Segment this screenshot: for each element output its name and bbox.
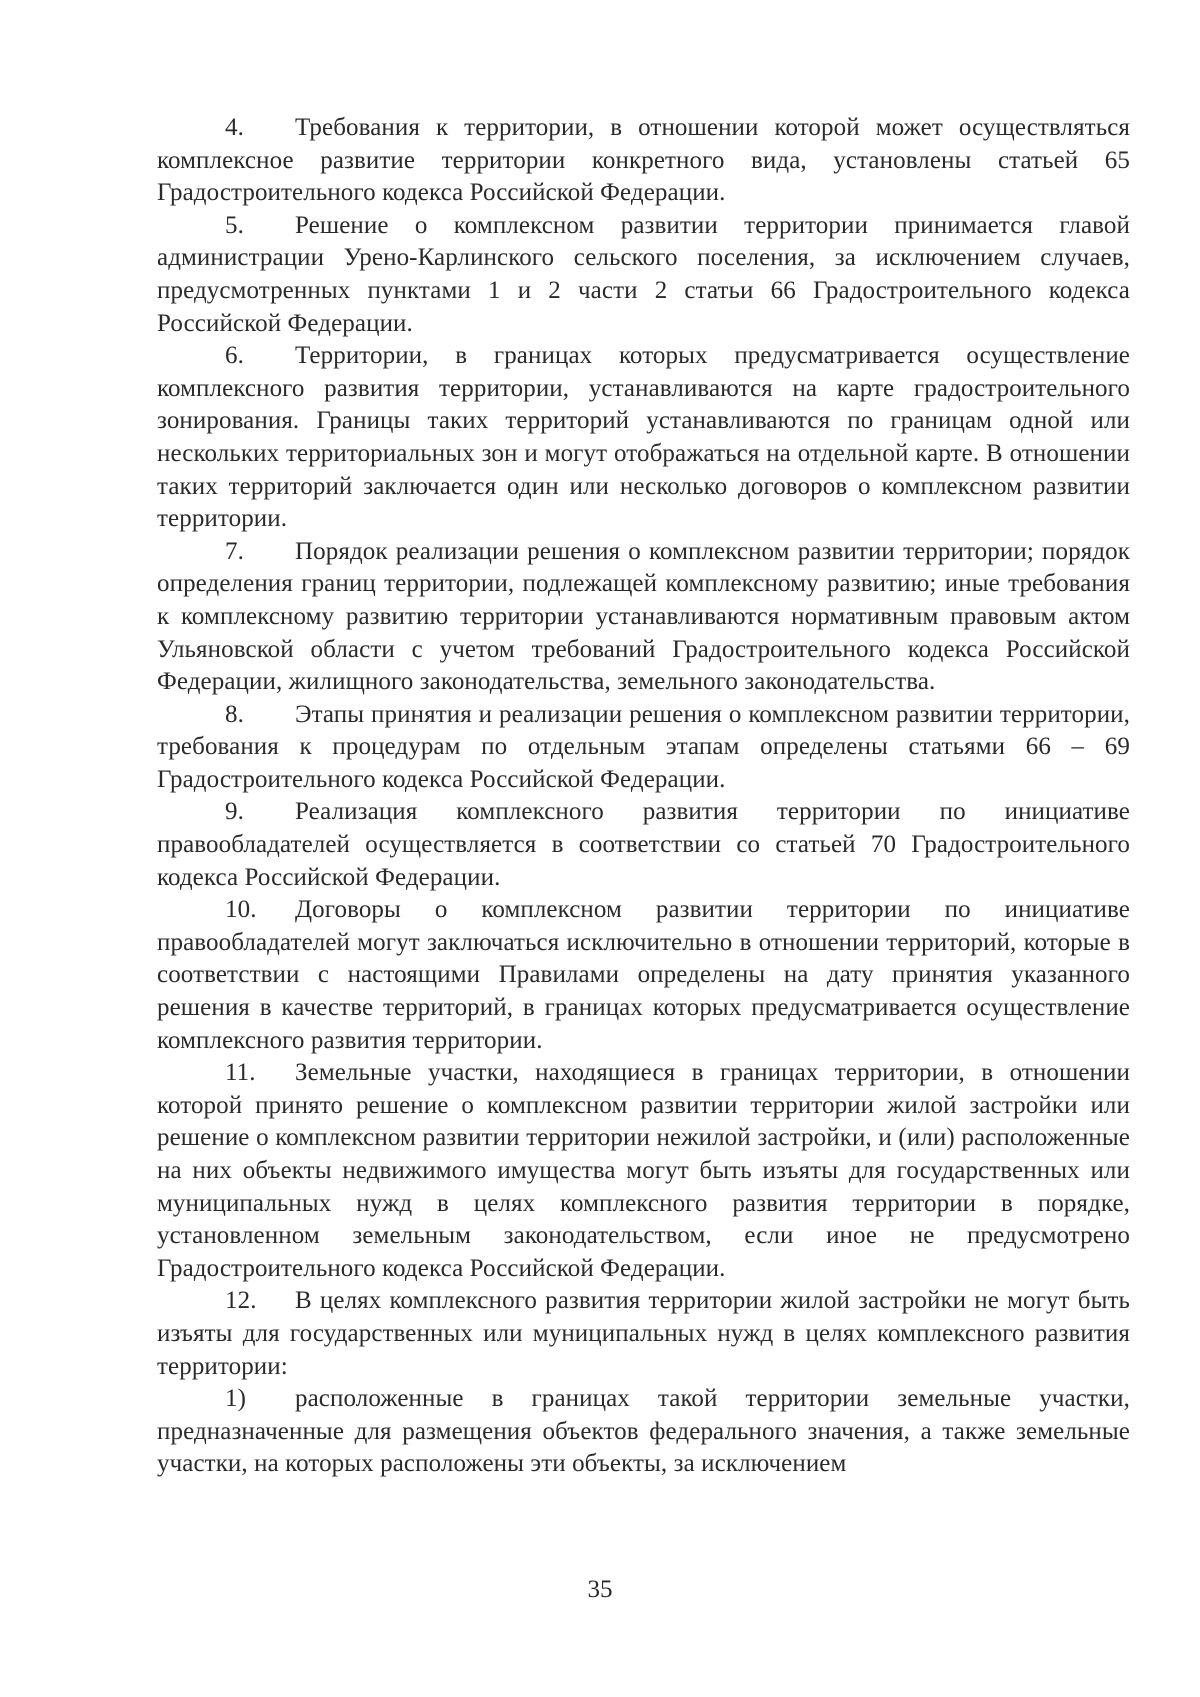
paragraph-text: Решение о комплексном развитии территории принимается главой администрации Урено-Карлинского сельского поселения, за исключением случаев, предусмотренных пунктами 1 и 2 части 2 статьи 66 Градостроительного кодекса Российской Федерации. [157, 211, 1130, 337]
paragraph-number: 11. [225, 1059, 256, 1087]
paragraph-9 [157, 796, 1130, 894]
paragraph-6 [157, 340, 1130, 536]
paragraph-number: 4. [225, 114, 244, 141]
paragraph-number: 8. [225, 700, 244, 728]
paragraph-12 [157, 1285, 1130, 1383]
paragraph-5 [157, 210, 1130, 340]
paragraph-11 [157, 1057, 1130, 1285]
paragraph-number: 9. [225, 798, 244, 826]
paragraph-10 [157, 894, 1130, 1057]
paragraph-8 [157, 699, 1130, 797]
paragraph-text: Территории, в границах которых предусматривается осуществление комплексного развития территории, устанавливаются на карте градостроительного зонирования. Границы таких территорий устанавливаются по границам одной или нескольких территориальных зон и могут отображаться на отдельной карте. В отношении таких территорий заключается один или несколько договоров о комплексном развитии территории. [157, 342, 1130, 533]
paragraph-text: Земельные участки, находящиеся в границах территории, в отношении которой принято решение о комплексном развитии территории жилой застройки или решение о комплексном развитии территории нежилой застройки, и (или) расположенные на них объекты недвижимого имущества могут быть изъяты для государственных или муниципальных нужд в целях комплексного развития территории в порядке, установленном земельным законодательством, если иное не предусмотрено Градостроительного кодекса Российской Федерации. [157, 1059, 1130, 1282]
paragraph-4 [157, 112, 1130, 210]
document-body [157, 112, 1130, 1481]
paragraph-text: Договоры о комплексном развитии территории по инициативе правообладателей могут заключаться исключительно в отношении территорий, которые в соответствии с настоящими Правилами определены на дату принятия указанного решения в качестве территорий, в границах которых предусматривается осуществление комплексного развития территории. [157, 896, 1130, 1054]
paragraph-number: 6. [225, 342, 244, 370]
subparagraph-1 [157, 1383, 1130, 1481]
paragraph-number: 7. [225, 537, 244, 565]
paragraph-number: 12. [225, 1287, 257, 1315]
paragraph-text: Требования к территории, в отношении которой может осуществляться комплексное развитие территории конкретного вида, установлены статьей 65 Градостроительного кодекса Российской Федерации. [157, 114, 1130, 207]
paragraph-number: 10. [225, 896, 257, 924]
paragraph-text: Этапы принятия и реализации решения о комплексном развитии территории, требования к процедурам по отдельным этапам определены статьями 66 – 69 Градостроительного кодекса Российской Федерации. [157, 700, 1130, 793]
paragraph-text: В целях комплексного развития территории жилой застройки не могут быть изъяты для государственных или муниципальных нужд в целях комплексного развития территории: [157, 1287, 1130, 1380]
paragraph-text: Порядок реализации решения о комплексном развитии территории; порядок определения границ территории, подлежащей комплексному развитию; иные требования к комплексному развитию территории устанавливаются нормативным правовым актом Ульяновской области с учетом требований Градостроительного кодекса Российской Федерации, жилищного законодательства, земельного законодательства. [157, 537, 1130, 696]
page-number: 35 [587, 1576, 613, 1603]
paragraph-text: Реализация комплексного развития территории по инициативе правообладателей осуществляется в соответствии со статьей 70 Градостроительного кодекса Российской Федерации. [157, 798, 1130, 891]
paragraph-7 [157, 536, 1130, 699]
subparagraph-text: расположенные в границах такой территории земельные участки, предназначенные для размещения объектов федерального значения, а также земельные участки, на которых расположены эти объекты, за исключением [157, 1385, 1130, 1478]
paragraph-number: 5. [225, 211, 244, 239]
subparagraph-number: 1) [225, 1385, 247, 1413]
